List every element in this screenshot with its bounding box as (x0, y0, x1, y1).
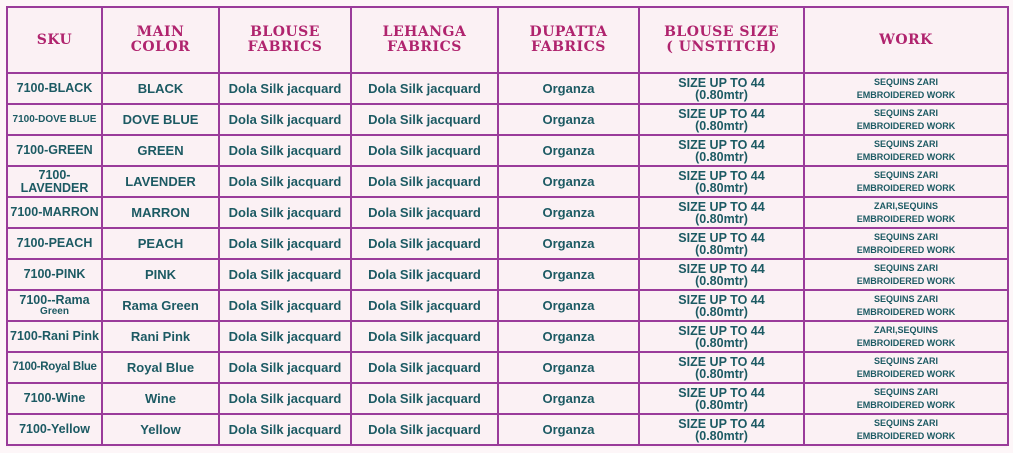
blouse-size-length: (0.80mtr) (695, 397, 748, 412)
header-blouse-fabrics-line1: BLOUSE (250, 24, 320, 40)
table-row (7, 383, 1008, 414)
sku-cell (7, 166, 102, 197)
work-line2: EMBROIDERED WORK (856, 430, 956, 441)
table-row (7, 104, 1008, 135)
header-main-color-line2: COLOR (130, 39, 191, 55)
blouse-size-length: (0.80mtr) (695, 273, 748, 288)
sku-cell (7, 383, 102, 414)
blouse-size-cell (639, 197, 804, 228)
blouse-fabric-cell: Dola Silk jacquard (219, 383, 351, 414)
sku-cell (7, 73, 102, 104)
sku-text: 7100-PEACH (16, 236, 93, 250)
lehanga-fabric-cell: Dola Silk jacquard (351, 135, 498, 166)
header-blouse-size-line1: BLOUSE SIZE (664, 24, 779, 40)
work-line2: EMBROIDERED WORK (856, 399, 956, 410)
work-line2: EMBROIDERED WORK (856, 120, 956, 131)
work-line2: EMBROIDERED WORK (856, 182, 956, 193)
dupatta-fabric-cell: Organza (498, 166, 639, 197)
header-lehanga-fabrics (351, 7, 498, 73)
header-dupatta-fabrics (498, 7, 639, 73)
blouse-fabric-cell: Dola Silk jacquard (219, 197, 351, 228)
blouse-size-length: (0.80mtr) (695, 242, 748, 257)
header-main-color (102, 7, 219, 73)
blouse-size-length: (0.80mtr) (695, 335, 748, 350)
blouse-size-text: SIZE UP TO 44 (678, 75, 765, 90)
work-cell (804, 321, 1008, 352)
work-cell (804, 414, 1008, 445)
dupatta-fabric-cell: Organza (498, 73, 639, 104)
work-line1: SEQUINS ZARI (873, 386, 938, 397)
blouse-size-text: SIZE UP TO 44 (678, 416, 765, 431)
dupatta-fabric-cell: Organza (498, 228, 639, 259)
blouse-size-length: (0.80mtr) (695, 118, 748, 133)
header-lehanga-fabrics-line1: LEHANGA (382, 24, 467, 40)
table-row (7, 73, 1008, 104)
dupatta-fabric-cell: Organza (498, 321, 639, 352)
product-spec-sheet (6, 6, 1007, 448)
work-cell (804, 166, 1008, 197)
header-lehanga-fabrics-line2: FABRICS (387, 39, 462, 55)
sku-text: 7100--Rama (19, 293, 90, 307)
sku-cell (7, 197, 102, 228)
blouse-fabric-cell: Dola Silk jacquard (219, 104, 351, 135)
header-row (7, 7, 1008, 73)
work-line2: EMBROIDERED WORK (856, 275, 956, 286)
blouse-fabric-cell: Dola Silk jacquard (219, 290, 351, 321)
product-table (6, 6, 1009, 446)
lehanga-fabric-cell: Dola Silk jacquard (351, 166, 498, 197)
work-line1: SEQUINS ZARI (873, 262, 938, 273)
main-color-cell: GREEN (102, 135, 219, 166)
blouse-size-text: SIZE UP TO 44 (678, 137, 765, 152)
blouse-size-text: SIZE UP TO 44 (678, 199, 765, 214)
table-row (7, 414, 1008, 445)
table-row (7, 197, 1008, 228)
header-dupatta-fabrics-line2: FABRICS (531, 39, 606, 55)
dupatta-fabric-cell: Organza (498, 383, 639, 414)
work-line2: EMBROIDERED WORK (856, 306, 956, 317)
main-color-cell: LAVENDER (102, 166, 219, 197)
sku-text: 7100-MARRON (10, 205, 99, 219)
dupatta-fabric-cell: Organza (498, 414, 639, 445)
main-color-cell: PEACH (102, 228, 219, 259)
header-dupatta-fabrics-line1: DUPATTA (529, 24, 608, 40)
work-line2: EMBROIDERED WORK (856, 151, 956, 162)
blouse-size-cell (639, 228, 804, 259)
table-row (7, 228, 1008, 259)
sku-cell (7, 228, 102, 259)
table-row (7, 135, 1008, 166)
blouse-size-cell (639, 352, 804, 383)
lehanga-fabric-cell: Dola Silk jacquard (351, 259, 498, 290)
blouse-fabric-cell: Dola Silk jacquard (219, 352, 351, 383)
lehanga-fabric-cell: Dola Silk jacquard (351, 321, 498, 352)
main-color-cell: MARRON (102, 197, 219, 228)
header-blouse-size (639, 7, 804, 73)
header-blouse-fabrics-line2: FABRICS (247, 39, 323, 55)
sku-subtext: Green (40, 306, 69, 317)
work-cell (804, 290, 1008, 321)
header-sku-line1: SKU (36, 31, 73, 48)
work-line2: EMBROIDERED WORK (856, 337, 956, 348)
sku-cell (7, 352, 102, 383)
work-cell (804, 104, 1008, 135)
sku-cell (7, 104, 102, 135)
blouse-size-length: (0.80mtr) (695, 304, 748, 319)
table-row (7, 290, 1008, 321)
work-cell (804, 135, 1008, 166)
work-line2: EMBROIDERED WORK (856, 89, 956, 100)
sku-text: 7100-Wine (23, 391, 86, 405)
blouse-size-length: (0.80mtr) (695, 180, 748, 195)
table-row (7, 321, 1008, 352)
dupatta-fabric-cell: Organza (498, 259, 639, 290)
work-line2: EMBROIDERED WORK (856, 368, 956, 379)
sku-cell (7, 414, 102, 445)
table-row (7, 259, 1008, 290)
work-cell (804, 197, 1008, 228)
work-cell (804, 228, 1008, 259)
blouse-size-text: SIZE UP TO 44 (678, 230, 765, 245)
sku-cell (7, 321, 102, 352)
blouse-size-length: (0.80mtr) (695, 149, 748, 164)
header-work-line1: WORK (879, 31, 933, 48)
sku-text: 7100-LAVENDER (20, 167, 89, 195)
blouse-size-text: SIZE UP TO 44 (678, 106, 765, 121)
dupatta-fabric-cell: Organza (498, 352, 639, 383)
lehanga-fabric-cell: Dola Silk jacquard (351, 383, 498, 414)
blouse-size-cell (639, 73, 804, 104)
blouse-size-length: (0.80mtr) (695, 366, 748, 381)
sku-text: 7100-Rani Pink (10, 329, 99, 343)
main-color-cell: Rama Green (102, 290, 219, 321)
header-sku (7, 7, 102, 73)
blouse-size-text: SIZE UP TO 44 (678, 385, 765, 400)
work-line2: EMBROIDERED WORK (856, 244, 956, 255)
table-body (7, 73, 1008, 445)
work-cell (804, 73, 1008, 104)
blouse-size-text: SIZE UP TO 44 (678, 261, 765, 276)
work-line1: SEQUINS ZARI (873, 169, 938, 180)
table-row (7, 352, 1008, 383)
blouse-size-cell (639, 166, 804, 197)
blouse-size-length: (0.80mtr) (695, 428, 748, 443)
work-line1: SEQUINS ZARI (873, 417, 938, 428)
lehanga-fabric-cell: Dola Silk jacquard (351, 352, 498, 383)
main-color-cell: Royal Blue (102, 352, 219, 383)
blouse-fabric-cell: Dola Silk jacquard (219, 321, 351, 352)
work-line1: SEQUINS ZARI (873, 107, 938, 118)
work-line1: SEQUINS ZARI (873, 138, 938, 149)
work-line1: ZARI,SEQUINS (873, 200, 938, 211)
work-cell (804, 352, 1008, 383)
main-color-cell: PINK (102, 259, 219, 290)
blouse-size-length: (0.80mtr) (695, 211, 748, 226)
work-line1: SEQUINS ZARI (873, 76, 938, 87)
header-blouse-size-line2: ( UNSTITCH) (666, 39, 777, 55)
blouse-fabric-cell: Dola Silk jacquard (219, 414, 351, 445)
sku-text: 7100-DOVE BLUE (12, 114, 97, 125)
main-color-cell: Rani Pink (102, 321, 219, 352)
lehanga-fabric-cell: Dola Silk jacquard (351, 73, 498, 104)
work-cell (804, 259, 1008, 290)
blouse-fabric-cell: Dola Silk jacquard (219, 73, 351, 104)
blouse-size-cell (639, 383, 804, 414)
main-color-cell: Wine (102, 383, 219, 414)
lehanga-fabric-cell: Dola Silk jacquard (351, 228, 498, 259)
blouse-fabric-cell: Dola Silk jacquard (219, 166, 351, 197)
header-blouse-fabrics (219, 7, 351, 73)
sku-text: 7100-BLACK (16, 81, 93, 95)
dupatta-fabric-cell: Organza (498, 135, 639, 166)
blouse-size-cell (639, 104, 804, 135)
blouse-size-text: SIZE UP TO 44 (678, 323, 765, 338)
work-line2: EMBROIDERED WORK (856, 213, 956, 224)
blouse-size-length: (0.80mtr) (695, 87, 748, 102)
blouse-size-text: SIZE UP TO 44 (678, 168, 765, 183)
sku-text: 7100-Yellow (19, 422, 90, 436)
blouse-size-cell (639, 259, 804, 290)
blouse-size-text: SIZE UP TO 44 (678, 292, 765, 307)
header-work (804, 7, 1008, 73)
blouse-size-cell (639, 290, 804, 321)
blouse-fabric-cell: Dola Silk jacquard (219, 259, 351, 290)
blouse-size-text: SIZE UP TO 44 (678, 354, 765, 369)
blouse-fabric-cell: Dola Silk jacquard (219, 135, 351, 166)
work-line1: SEQUINS ZARI (873, 293, 938, 304)
blouse-size-cell (639, 321, 804, 352)
blouse-size-cell (639, 414, 804, 445)
dupatta-fabric-cell: Organza (498, 197, 639, 228)
work-line1: ZARI,SEQUINS (873, 324, 938, 335)
lehanga-fabric-cell: Dola Silk jacquard (351, 197, 498, 228)
work-line1: SEQUINS ZARI (873, 355, 938, 366)
main-color-cell: BLACK (102, 73, 219, 104)
sku-cell (7, 259, 102, 290)
lehanga-fabric-cell: Dola Silk jacquard (351, 290, 498, 321)
dupatta-fabric-cell: Organza (498, 104, 639, 135)
blouse-fabric-cell: Dola Silk jacquard (219, 228, 351, 259)
dupatta-fabric-cell: Organza (498, 290, 639, 321)
sku-text: 7100-GREEN (16, 143, 93, 157)
sku-text: 7100-Royal Blue (12, 361, 97, 373)
blouse-size-cell (639, 135, 804, 166)
work-line1: SEQUINS ZARI (873, 231, 938, 242)
work-cell (804, 383, 1008, 414)
header-main-color-line1: MAIN (136, 24, 185, 40)
table-row (7, 166, 1008, 197)
sku-cell (7, 290, 102, 321)
lehanga-fabric-cell: Dola Silk jacquard (351, 104, 498, 135)
sku-text: 7100-PINK (23, 267, 86, 281)
sku-cell (7, 135, 102, 166)
lehanga-fabric-cell: Dola Silk jacquard (351, 414, 498, 445)
main-color-cell: Yellow (102, 414, 219, 445)
main-color-cell: DOVE BLUE (102, 104, 219, 135)
